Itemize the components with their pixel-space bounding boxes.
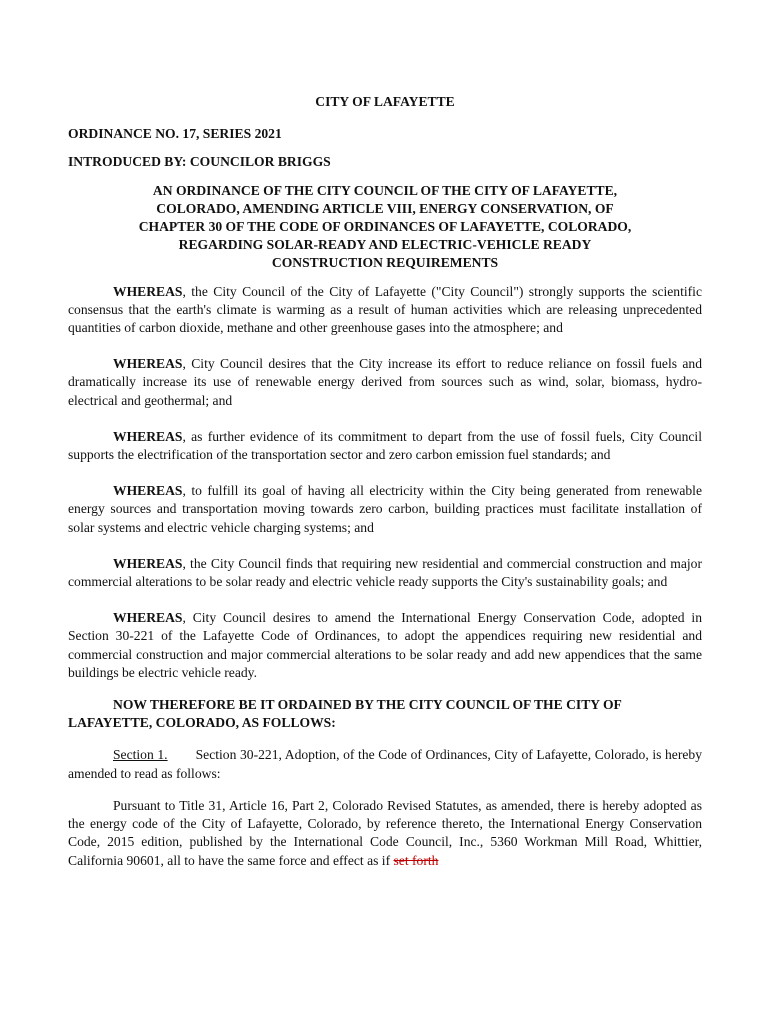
section-1-text: Section 30-221, Adoption, of the Code of Ordinances, City of Lafayette, Colorado, is hereby amended to read as follows: bbox=[68, 747, 702, 781]
recital-paragraph bbox=[68, 428, 702, 464]
recital-paragraph bbox=[68, 482, 702, 537]
caption-line: REGARDING SOLAR-READY AND ELECTRIC-VEHICLE READY bbox=[178, 237, 592, 253]
city-title: CITY OF LAFAYETTE bbox=[315, 94, 455, 109]
adoption-text: Pursuant to Title 31, Article 16, Part 2, Colorado Revised Statutes, as amended, there is hereby adopted as the energy code of the City of Lafayette, Colorado, by reference thereto, the International Energy Conservation Code, 2015 edition, published by the International Code Council, Inc., 5360 Workman Mill Road, Whittier, California 90601, all to have the same force and effect as if bbox=[68, 797, 702, 868]
recital-text: , City Council desires that the City increase its effort to reduce reliance on fossil fuels and dramatically increase its use of renewable energy derived from sources such as wind, solar, biomass, hydro-electrical and geothermal; and bbox=[68, 356, 702, 408]
whereas-lead: WHEREAS bbox=[113, 283, 183, 299]
whereas-lead: WHEREAS bbox=[113, 610, 183, 626]
caption-line: CONSTRUCTION REQUIREMENTS bbox=[271, 255, 499, 271]
ordinance-caption bbox=[78, 182, 692, 273]
whereas-lead: WHEREAS bbox=[113, 555, 183, 571]
recital-paragraph bbox=[68, 609, 702, 682]
recital-paragraph bbox=[68, 355, 702, 410]
whereas-lead: WHEREAS bbox=[113, 428, 183, 444]
recital-text: , the City Council finds that requiring new residential and commercial construction and major commercial alterations to be solar ready and electric vehicle ready supports the City's sustainability goals; and bbox=[68, 555, 702, 590]
adoption-paragraph bbox=[68, 797, 702, 870]
recital-text: , to fulfill its goal of having all electricity within the City being generated from renewable energy sources and transportation moving towards zero carbon, building practices must facilitate installation of solar systems and electric vehicle charging systems; and bbox=[68, 483, 702, 535]
recital-paragraph bbox=[68, 283, 702, 338]
section-1-paragraph bbox=[68, 746, 702, 782]
caption-line: AN ORDINANCE OF THE CITY COUNCIL OF THE CITY OF LAFAYETTE, bbox=[152, 182, 618, 198]
recital-text: , as further evidence of its commitment to depart from the use of fossil fuels, City Council supports the electrification of the transportation sector and zero carbon emission fuel standards; and bbox=[68, 428, 702, 463]
recital-text: , the City Council of the City of Lafayette ("City Council") strongly supports the scientific consensus that the earth's climate is warming as a result of human activities which are releasing unprecedented quantities of carbon dioxide, methane and other greenhouse gases into the atmosphere; and bbox=[68, 283, 702, 336]
whereas-lead: WHEREAS bbox=[113, 356, 183, 372]
recital-text: , City Council desires to amend the International Energy Conservation Code, adopted in Section 30-221 of the Lafayette Code of Ordinances, to adopt the appendices requiring new residential and commercial construction and major commercial alterations to be solar ready and add new appendices that the same buildings be electric vehicle ready. bbox=[68, 610, 702, 680]
struck-text: set forth bbox=[393, 852, 439, 868]
recital-paragraph bbox=[68, 555, 702, 591]
caption-line: CHAPTER 30 OF THE CODE OF ORDINANCES OF LAFAYETTE, COLORADO, bbox=[138, 219, 632, 235]
ordaining-clause: NOW THEREFORE BE IT ORDAINED BY THE CITY COUNCIL OF THE CITY OF LAFAYETTE, COLORADO, AS FOLLOWS: bbox=[68, 697, 622, 731]
caption-line: COLORADO, AMENDING ARTICLE VIII, ENERGY CONSERVATION, OF bbox=[156, 200, 614, 216]
section-1-label: Section 1. bbox=[113, 747, 168, 763]
document-page bbox=[68, 93, 702, 870]
ordinance-number: ORDINANCE NO. 17, SERIES 2021 bbox=[68, 126, 282, 142]
introduced-by: INTRODUCED BY: COUNCILOR BRIGGS bbox=[68, 154, 331, 170]
whereas-lead: WHEREAS bbox=[113, 483, 183, 499]
